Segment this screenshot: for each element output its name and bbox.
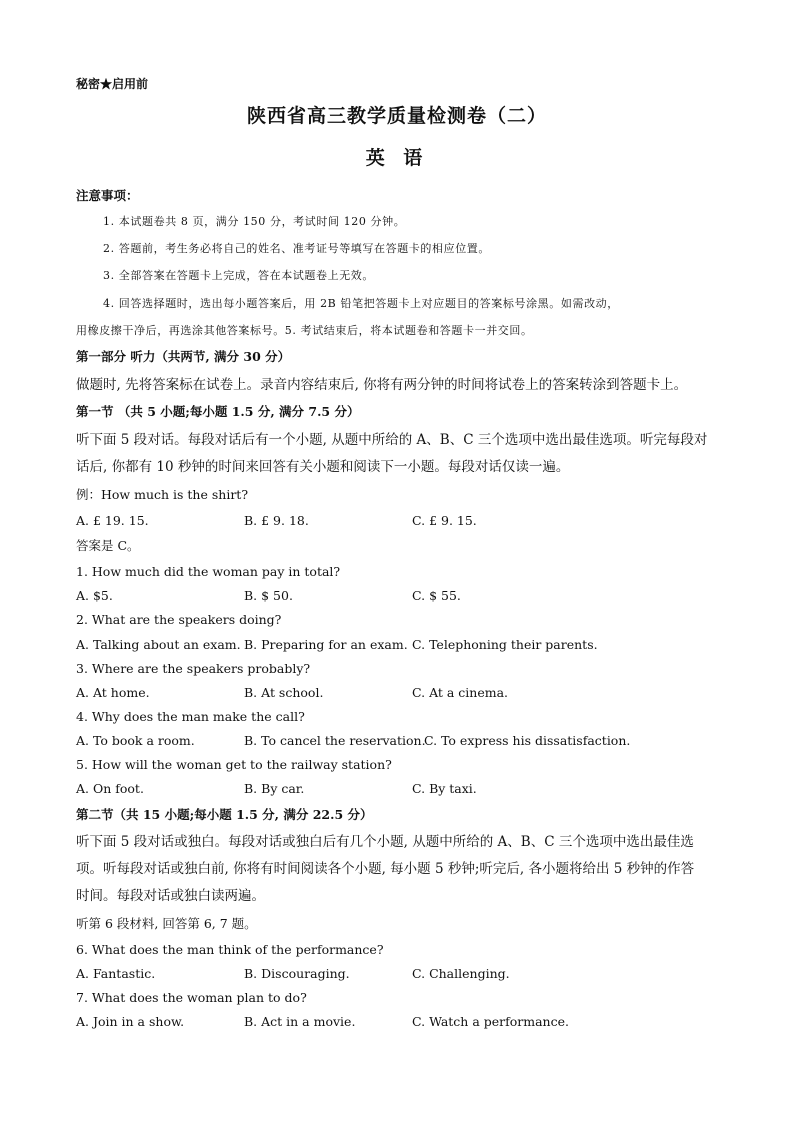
section1-heading: 第一节 （共 5 小题;每小题 1.5 分, 满分 7.5 分）: [76, 404, 360, 419]
example-option-b: B. £ 9. 18.: [244, 513, 309, 528]
notice-item: 1. 本试题卷共 8 页，满分 150 分，考试时间 120 分钟。: [103, 215, 406, 228]
question-4: 4. Why does the man make the call?: [76, 709, 305, 724]
section2-intro: 听下面 5 段对话或独白。每段对话或独白后有几个小题, 从题中所给的 A、B、C 三个选项中选出最佳选: [76, 834, 694, 850]
section2-intro: 时间。每段对话或独白读两遍。: [76, 888, 265, 904]
section2-heading: 第二节（共 15 小题;每小题 1.5 分, 满分 22.5 分）: [76, 807, 373, 822]
question-3: 3. Where are the speakers probably?: [76, 661, 311, 676]
subject-title: 英 语: [365, 147, 429, 169]
question-1: 1. How much did the woman pay in total?: [76, 564, 341, 579]
notice-heading: 注意事项：: [76, 188, 139, 203]
q5-option-c: C. By taxi.: [412, 781, 477, 796]
notice-item-continued: 用橡皮擦干净后，再选涂其他答案标号。5. 考试结束后，将本试题卷和答题卡一并交回。: [76, 324, 533, 337]
q4-option-a: A. To book a room.: [76, 733, 195, 748]
material-6-label: 听第 6 段材料, 回答第 6, 7 题。: [76, 916, 257, 931]
q4-option-c: C. To express his dissatisfaction.: [424, 733, 631, 748]
question-5: 5. How will the woman get to the railway station?: [76, 757, 392, 772]
q1-option-c: C. $ 55.: [412, 588, 461, 603]
section2-intro: 项。听每段对话或独白前, 你将有时间阅读各个小题, 每小题 5 秒钟;听完后, 各小题将给出 5 秒钟的作答: [76, 861, 695, 877]
q2-option-b: B. Preparing for an exam.: [244, 637, 408, 652]
q2-option-a: A. Talking about an exam.: [76, 637, 241, 652]
example-answer: 答案是 C。: [76, 538, 140, 553]
q4-option-b: B. To cancel the reservation.: [244, 733, 426, 748]
notice-item: 3. 全部答案在答题卡上完成，答在本试题卷上无效。: [103, 269, 374, 282]
q1-option-b: B. $ 50.: [244, 588, 293, 603]
q6-option-b: B. Discouraging.: [244, 966, 350, 981]
q6-option-a: A. Fantastic.: [76, 966, 156, 981]
example-option-c: C. £ 9. 15.: [412, 513, 477, 528]
q2-option-c: C. Telephoning their parents.: [412, 637, 598, 652]
section1-intro: 话后, 你都有 10 秒钟的时间来回答有关小题和阅读下一小题。每段对话仅读一遍。: [76, 459, 570, 475]
exam-title: 陕西省高三教学质量检测卷（二）: [246, 105, 547, 127]
notice-item: 2. 答题前，考生务必将自己的姓名、准考证号等填写在答题卡的相应位置。: [103, 242, 490, 255]
question-2: 2. What are the speakers doing?: [76, 612, 282, 627]
q1-option-a: A. $5.: [76, 588, 113, 603]
q5-option-a: A. On foot.: [76, 781, 144, 796]
q6-option-c: C. Challenging.: [412, 966, 510, 981]
q3-option-c: C. At a cinema.: [412, 685, 509, 700]
example-question: 例：How much is the shirt?: [76, 487, 249, 502]
confidential-label: 秘密★启用前: [76, 77, 149, 91]
q5-option-b: B. By car.: [244, 781, 305, 796]
q3-option-a: A. At home.: [76, 685, 150, 700]
part1-heading: 第一部分 听力（共两节, 满分 30 分）: [76, 349, 291, 364]
q7-option-c: C. Watch a performance.: [412, 1014, 569, 1029]
q7-option-a: A. Join in a show.: [76, 1014, 185, 1029]
example-option-a: A. £ 19. 15.: [76, 513, 149, 528]
q3-option-b: B. At school.: [244, 685, 324, 700]
part1-intro: 做题时, 先将答案标在试卷上。录音内容结束后, 你将有两分钟的时间将试卷上的答案转涂到答题卡上。: [76, 377, 688, 393]
question-6: 6. What does the man think of the performance?: [76, 942, 384, 957]
section1-intro: 听下面 5 段对话。每段对话后有一个小题, 从题中所给的 A、B、C 三个选项中选出最佳选项。听完每段对: [76, 432, 708, 448]
notice-item: 4. 回答选择题时，选出每小题答案后，用 2B 铅笔把答题卡上对应题目的答案标号涂黑。如需改动，: [103, 297, 619, 310]
q7-option-b: B. Act in a movie.: [244, 1014, 356, 1029]
question-7: 7. What does the woman plan to do?: [76, 990, 307, 1005]
